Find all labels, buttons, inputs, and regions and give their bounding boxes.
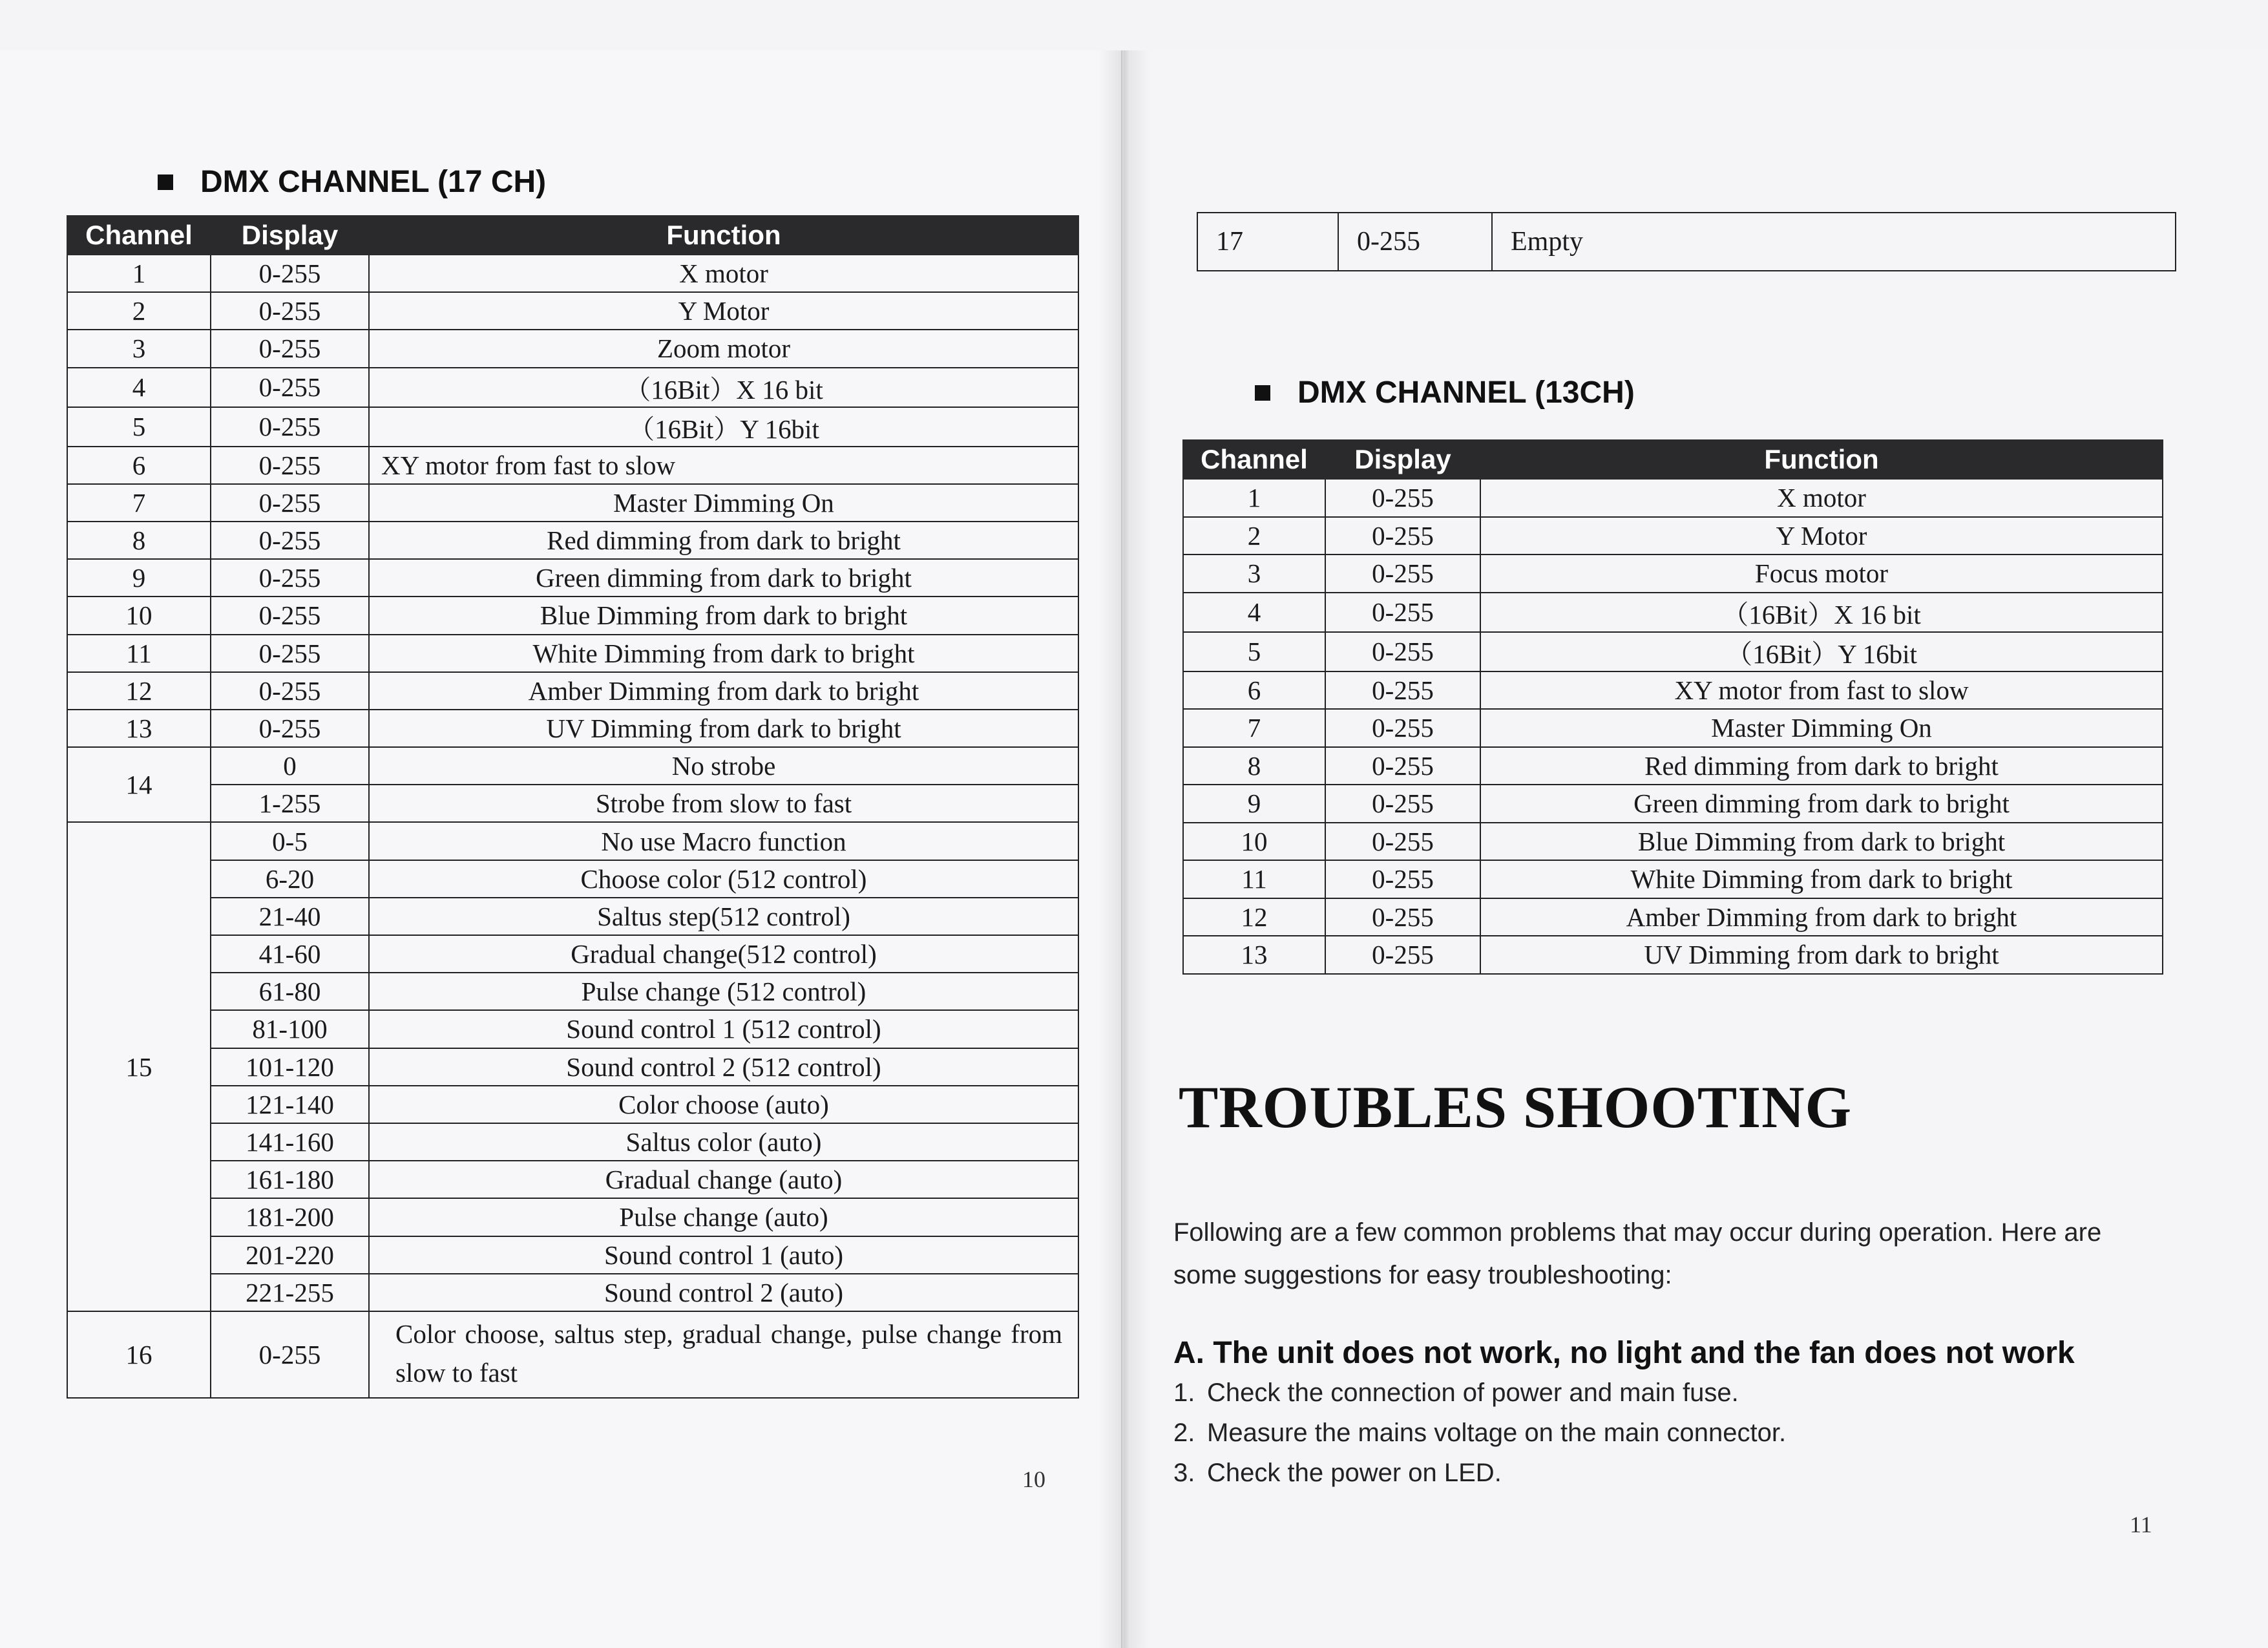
display-cell: 0-255 <box>1338 213 1492 271</box>
table-row <box>67 1198 1078 1236</box>
function-cell: （16Bit）X 16 bit <box>1480 593 2163 632</box>
function-cell: X motor <box>369 255 1078 292</box>
display-cell: 0-255 <box>211 597 369 634</box>
function-cell: Sound control 1 (512 control) <box>369 1010 1078 1048</box>
channel-cell: 5 <box>67 407 211 447</box>
function-cell: Color choose, saltus step, gradual change, pulse change from slow to fast <box>369 1311 1078 1398</box>
step-number: 3. <box>1173 1459 1195 1487</box>
column-header-function: Function <box>369 216 1078 255</box>
display-cell: 0 <box>211 747 369 785</box>
table-row <box>67 973 1078 1010</box>
display-cell: 141-160 <box>211 1123 369 1161</box>
function-cell: Master Dimming On <box>1480 709 2163 747</box>
channel-cell: 12 <box>67 672 211 710</box>
table-header-row <box>1183 440 2163 479</box>
table-row <box>1183 709 2163 747</box>
function-cell: UV Dimming from dark to bright <box>1480 936 2163 974</box>
table-row <box>1183 747 2163 785</box>
table-row <box>67 785 1078 822</box>
function-cell: Red dimming from dark to bright <box>369 522 1078 559</box>
channel-cell: 9 <box>67 559 211 597</box>
table-row <box>1183 860 2163 898</box>
display-cell: 0-255 <box>211 447 369 484</box>
troubleshooting-subheading: A. The unit does not work, no light and the fan does not work <box>1173 1336 2075 1370</box>
channel-cell: 7 <box>1183 709 1325 747</box>
table-row <box>1183 555 2163 593</box>
display-cell: 161-180 <box>211 1161 369 1198</box>
function-cell: Gradual change(512 control) <box>369 935 1078 973</box>
display-cell: 0-255 <box>1325 517 1480 555</box>
table-row <box>1183 632 2163 671</box>
troubleshooting-steps <box>1173 1373 1786 1493</box>
display-cell: 101-120 <box>211 1048 369 1086</box>
bullet-icon <box>158 174 173 190</box>
page-number-left: 10 <box>1022 1466 1045 1492</box>
channel-cell: 17 <box>1197 213 1338 271</box>
function-cell: （16Bit）Y 16bit <box>1480 632 2163 671</box>
table-row <box>67 935 1078 973</box>
step-number: 1. <box>1173 1379 1195 1407</box>
display-cell: 0-255 <box>1325 747 1480 785</box>
function-cell: Red dimming from dark to bright <box>1480 747 2163 785</box>
function-cell: Y Motor <box>1480 517 2163 555</box>
troubleshooting-title: TROUBLES SHOOTING <box>1179 1074 1853 1140</box>
right-section-heading <box>1255 375 1635 410</box>
table-row <box>67 1123 1078 1161</box>
display-cell: 0-255 <box>211 255 369 292</box>
function-cell: Strobe from slow to fast <box>369 785 1078 822</box>
table-row <box>1183 671 2163 710</box>
display-cell: 81-100 <box>211 1010 369 1048</box>
display-cell: 61-80 <box>211 973 369 1010</box>
left-heading-text: DMX CHANNEL (17 CH) <box>200 165 547 199</box>
display-cell: 0-255 <box>211 522 369 559</box>
channel-cell: 8 <box>67 522 211 559</box>
step-text: Check the connection of power and main fuse. <box>1207 1379 1739 1407</box>
display-cell: 0-255 <box>211 292 369 330</box>
list-item <box>1173 1453 1786 1493</box>
display-cell: 0-5 <box>211 822 369 860</box>
function-cell: Blue Dimming from dark to bright <box>1480 823 2163 861</box>
table-row <box>67 1236 1078 1274</box>
table-row <box>1183 785 2163 823</box>
display-cell: 0-255 <box>1325 709 1480 747</box>
channel-cell: 12 <box>1183 898 1325 936</box>
table-row <box>67 407 1078 447</box>
function-cell: UV Dimming from dark to bright <box>369 710 1078 747</box>
function-cell: White Dimming from dark to bright <box>369 635 1078 672</box>
table-row <box>67 822 1078 860</box>
channel-cell: 7 <box>67 484 211 522</box>
display-cell: 201-220 <box>211 1236 369 1274</box>
display-cell: 0-255 <box>211 330 369 367</box>
table-row <box>67 559 1078 597</box>
table-row <box>1183 479 2163 517</box>
table-row <box>67 597 1078 634</box>
column-header-function: Function <box>1480 440 2163 479</box>
display-cell: 0-255 <box>1325 785 1480 823</box>
display-cell: 0-255 <box>211 1311 369 1398</box>
display-cell: 0-255 <box>1325 632 1480 671</box>
channel-cell: 10 <box>1183 823 1325 861</box>
function-cell: Sound control 2 (auto) <box>369 1274 1078 1311</box>
column-header-display: Display <box>1325 440 1480 479</box>
table-row <box>67 255 1078 292</box>
function-cell: Green dimming from dark to bright <box>1480 785 2163 823</box>
display-cell: 0-255 <box>1325 479 1480 517</box>
channel-cell: 13 <box>67 710 211 747</box>
list-item <box>1173 1373 1786 1413</box>
dmx-13ch-table <box>1182 439 2163 975</box>
channel-cell: 4 <box>67 368 211 407</box>
display-cell: 0-255 <box>1325 898 1480 936</box>
function-cell: Focus motor <box>1480 555 2163 593</box>
function-cell: No use Macro function <box>369 822 1078 860</box>
display-cell: 0-255 <box>211 407 369 447</box>
table-row <box>67 898 1078 935</box>
table-row <box>67 484 1078 522</box>
display-cell: 181-200 <box>211 1198 369 1236</box>
table-row <box>67 635 1078 672</box>
channel-cell: 8 <box>1183 747 1325 785</box>
function-cell: （16Bit）X 16 bit <box>369 368 1078 407</box>
function-cell: Color choose (auto) <box>369 1086 1078 1123</box>
display-cell: 0-255 <box>211 559 369 597</box>
display-cell: 0-255 <box>211 672 369 710</box>
channel-cell: 16 <box>67 1311 211 1398</box>
table-row <box>67 672 1078 710</box>
table-row <box>1183 517 2163 555</box>
function-cell: Empty <box>1492 213 2176 271</box>
column-header-display: Display <box>211 216 369 255</box>
channel-cell: 3 <box>67 330 211 367</box>
display-cell: 0-255 <box>211 368 369 407</box>
list-item <box>1173 1413 1786 1453</box>
function-cell: XY motor from fast to slow <box>369 447 1078 484</box>
function-cell: XY motor from fast to slow <box>1480 671 2163 710</box>
display-cell: 6-20 <box>211 860 369 898</box>
display-cell: 0-255 <box>211 484 369 522</box>
table-row <box>67 292 1078 330</box>
display-cell: 221-255 <box>211 1274 369 1311</box>
display-cell: 0-255 <box>1325 671 1480 710</box>
channel-cell: 10 <box>67 597 211 634</box>
dmx-17ch-continued-table <box>1197 212 2176 271</box>
function-cell: （16Bit）Y 16bit <box>369 407 1078 447</box>
table-row <box>67 447 1078 484</box>
function-cell: X motor <box>1480 479 2163 517</box>
table-row <box>67 1086 1078 1123</box>
table-row <box>67 368 1078 407</box>
function-cell: Saltus color (auto) <box>369 1123 1078 1161</box>
display-cell: 0-255 <box>1325 593 1480 632</box>
channel-cell: 1 <box>1183 479 1325 517</box>
channel-cell: 11 <box>1183 860 1325 898</box>
display-cell: 0-255 <box>1325 823 1480 861</box>
troubleshooting-intro: Following are a few common problems that may occur during operation. Here are some suggestions for easy troubleshooting: <box>1173 1218 2102 1289</box>
bullet-icon <box>1255 385 1270 401</box>
function-cell: Sound control 1 (auto) <box>369 1236 1078 1274</box>
channel-cell: 11 <box>67 635 211 672</box>
channel-cell: 4 <box>1183 593 1325 632</box>
display-cell: 0-255 <box>1325 860 1480 898</box>
table-row <box>67 1311 1078 1398</box>
step-text: Check the power on LED. <box>1207 1459 1502 1487</box>
function-cell: Amber Dimming from dark to bright <box>1480 898 2163 936</box>
page-number-right: 11 <box>2130 1512 2152 1537</box>
display-cell: 41-60 <box>211 935 369 973</box>
table-header-row <box>67 216 1078 255</box>
table-row <box>67 1274 1078 1311</box>
function-cell: Pulse change (auto) <box>369 1198 1078 1236</box>
display-cell: 0-255 <box>1325 936 1480 974</box>
column-header-channel: Channel <box>1183 440 1325 479</box>
step-text: Measure the mains voltage on the main connector. <box>1207 1419 1787 1447</box>
function-cell: Choose color (512 control) <box>369 860 1078 898</box>
function-cell: Master Dimming On <box>369 484 1078 522</box>
table-row <box>67 330 1078 367</box>
table-row <box>67 747 1078 785</box>
channel-cell: 2 <box>1183 517 1325 555</box>
table-row <box>67 860 1078 898</box>
table-row <box>67 710 1078 747</box>
display-cell: 0-255 <box>211 710 369 747</box>
dmx-17ch-table <box>67 215 1079 1399</box>
display-cell: 1-255 <box>211 785 369 822</box>
function-cell: Amber Dimming from dark to bright <box>369 672 1078 710</box>
table-row <box>1197 213 2176 271</box>
function-cell: Blue Dimming from dark to bright <box>369 597 1078 634</box>
step-number: 2. <box>1173 1419 1195 1447</box>
channel-cell: 9 <box>1183 785 1325 823</box>
table-row <box>67 1161 1078 1198</box>
function-cell: Sound control 2 (512 control) <box>369 1048 1078 1086</box>
table-row <box>67 522 1078 559</box>
function-cell: Saltus step(512 control) <box>369 898 1078 935</box>
column-header-channel: Channel <box>67 216 211 255</box>
display-cell: 0-255 <box>211 635 369 672</box>
table-row <box>67 1010 1078 1048</box>
channel-cell: 15 <box>67 822 211 1311</box>
channel-cell: 2 <box>67 292 211 330</box>
right-heading-text: DMX CHANNEL (13CH) <box>1297 375 1635 410</box>
display-cell: 121-140 <box>211 1086 369 1123</box>
table-row <box>67 1048 1078 1086</box>
table-row <box>1183 823 2163 861</box>
channel-cell: 14 <box>67 747 211 822</box>
table-row <box>1183 593 2163 632</box>
channel-cell: 1 <box>67 255 211 292</box>
channel-cell: 6 <box>67 447 211 484</box>
channel-cell: 13 <box>1183 936 1325 974</box>
function-cell: White Dimming from dark to bright <box>1480 860 2163 898</box>
function-cell: Zoom motor <box>369 330 1078 367</box>
table-row <box>1183 936 2163 974</box>
channel-cell: 3 <box>1183 555 1325 593</box>
function-cell: Y Motor <box>369 292 1078 330</box>
display-cell: 0-255 <box>1325 555 1480 593</box>
channel-cell: 6 <box>1183 671 1325 710</box>
function-cell: Gradual change (auto) <box>369 1161 1078 1198</box>
function-cell: No strobe <box>369 747 1078 785</box>
display-cell: 21-40 <box>211 898 369 935</box>
left-section-heading <box>158 164 546 200</box>
function-cell: Pulse change (512 control) <box>369 973 1078 1010</box>
table-row <box>1183 898 2163 936</box>
function-cell: Green dimming from dark to bright <box>369 559 1078 597</box>
channel-cell: 5 <box>1183 632 1325 671</box>
